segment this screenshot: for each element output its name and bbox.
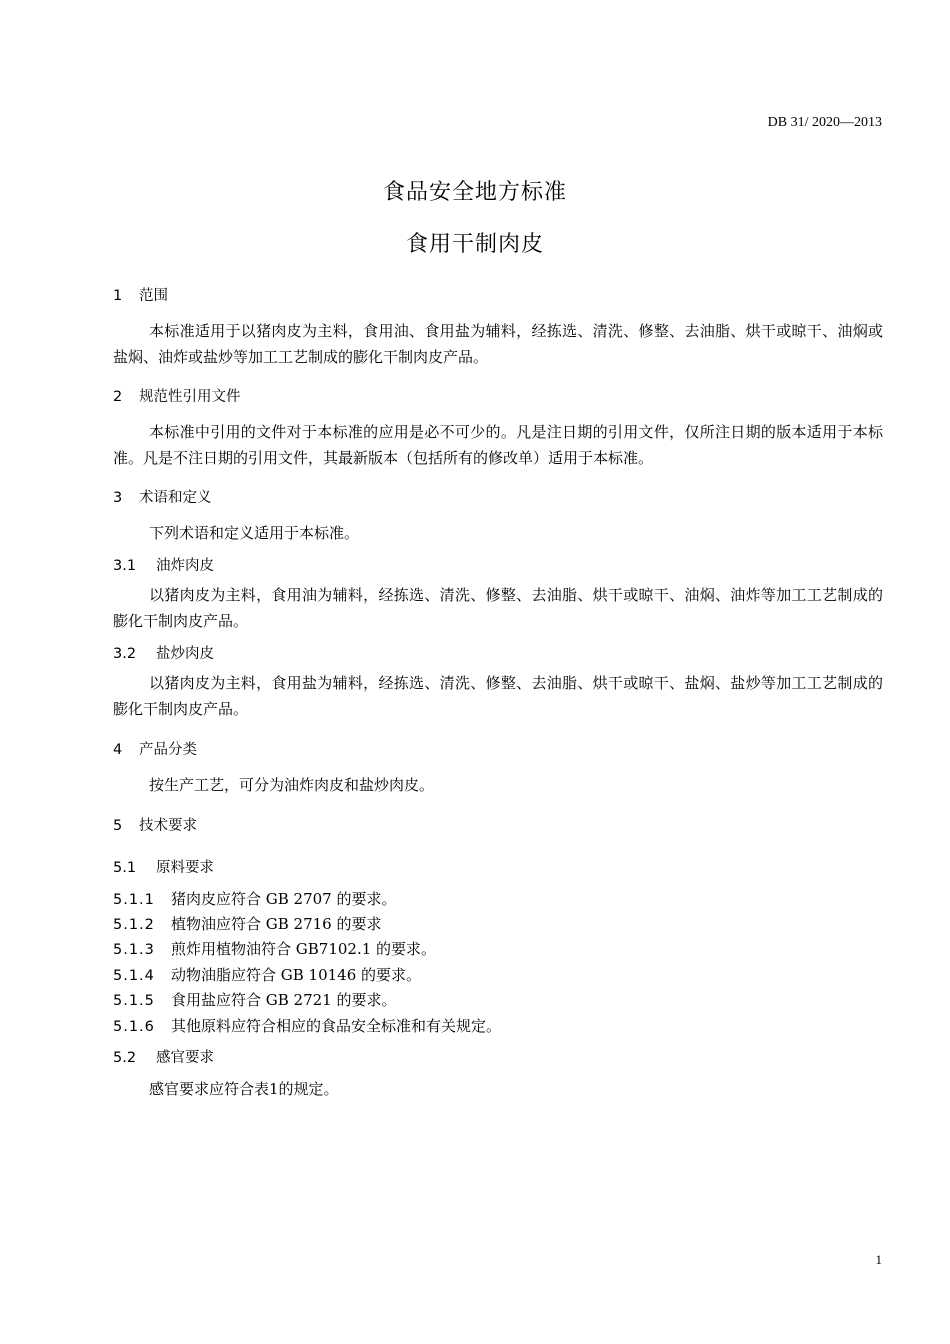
item-text: 植物油应符合 GB 2716 的要求: [171, 915, 382, 933]
section-number: 4: [113, 742, 123, 758]
section-title: 盐炒肉皮: [156, 646, 214, 662]
document-subtitle: 食用干制肉皮: [405, 232, 544, 257]
section-heading-3: [113, 486, 212, 507]
section-heading-1: [113, 284, 168, 305]
item-number: 5.1.2: [113, 917, 155, 933]
section-heading-5: [113, 814, 197, 835]
item-number: 5.1.4: [113, 968, 155, 984]
section-paragraph-1: 本标准适用于以猪肉皮为主料，食用油、食用盐为辅料，经拣选、清洗、修整、去油脂、烘干或晾干、油焖或盐焖、油炸或盐炒等加工工艺制成的膨化干制肉皮产品。: [113, 322, 883, 366]
list-item: [113, 938, 436, 959]
section-number: 1: [113, 288, 123, 304]
list-item: [113, 989, 397, 1010]
page-number: 1: [875, 1252, 882, 1267]
section-paragraph-3-1: 以猪肉皮为主料，食用油为辅料，经拣选、清洗、修整、去油脂、烘干或晾干、油焖、油炸等加工工艺制成的膨化干制肉皮产品。: [113, 586, 883, 630]
section-number: 3.1: [113, 558, 137, 574]
section-number: 3.2: [113, 646, 137, 662]
section-title: 技术要求: [139, 818, 197, 834]
list-item: [113, 1015, 501, 1036]
section-heading-4: [113, 738, 197, 759]
section-heading-5-1: [113, 856, 214, 877]
section-heading-2: [113, 385, 241, 406]
item-number: 5.1.1: [113, 892, 155, 908]
section-paragraph-4: 按生产工艺，可分为油炸肉皮和盐炒肉皮。: [149, 776, 435, 794]
list-item: [113, 913, 381, 934]
section-paragraph-3: 下列术语和定义适用于本标准。: [149, 524, 360, 542]
section-title: 原料要求: [156, 860, 214, 876]
section-title: 油炸肉皮: [156, 558, 214, 574]
item-text: 煎炸用植物油符合 GB7102.1 的要求。: [171, 940, 437, 958]
item-text: 动物油脂应符合 GB 10146 的要求。: [171, 966, 422, 984]
item-text: 食用盐应符合 GB 2721 的要求。: [171, 991, 397, 1009]
item-number: 5.1.3: [113, 942, 155, 958]
list-item: [113, 888, 397, 909]
section-title: 术语和定义: [139, 490, 212, 506]
section-paragraph-5-2: 感官要求应符合表1的规定。: [149, 1080, 339, 1098]
section-number: 2: [113, 389, 123, 405]
section-number: 5.2: [113, 1050, 137, 1066]
section-heading-3-1: [113, 554, 214, 575]
item-text: 猪肉皮应符合 GB 2707 的要求。: [171, 890, 397, 908]
section-title: 规范性引用文件: [139, 389, 241, 405]
document-code: DB 31/ 2020—2013: [767, 115, 882, 130]
section-title: 产品分类: [139, 742, 197, 758]
document-title: 食品安全地方标准: [382, 180, 567, 205]
section-paragraph-3-2: 以猪肉皮为主料，食用盐为辅料，经拣选、清洗、修整、去油脂、烘干或晾干、盐焖、盐炒等加工工艺制成的膨化干制肉皮产品。: [113, 674, 883, 718]
item-number: 5.1.5: [113, 993, 155, 1009]
section-number: 5.1: [113, 860, 137, 876]
section-paragraph-2: 本标准中引用的文件对于本标准的应用是必不可少的。凡是注日期的引用文件，仅所注日期的版本适用于本标准。凡是不注日期的引用文件，其最新版本（包括所有的修改单）适用于本标准。: [113, 423, 883, 467]
section-number: 5: [113, 818, 123, 834]
section-heading-3-2: [113, 642, 214, 663]
section-heading-5-2: [113, 1046, 214, 1067]
item-text: 其他原料应符合相应的食品安全标准和有关规定。: [171, 1017, 502, 1035]
section-number: 3: [113, 490, 123, 506]
section-title: 范围: [139, 288, 168, 304]
item-number: 5.1.6: [113, 1019, 155, 1035]
list-item: [113, 964, 421, 985]
section-title: 感官要求: [156, 1050, 214, 1066]
